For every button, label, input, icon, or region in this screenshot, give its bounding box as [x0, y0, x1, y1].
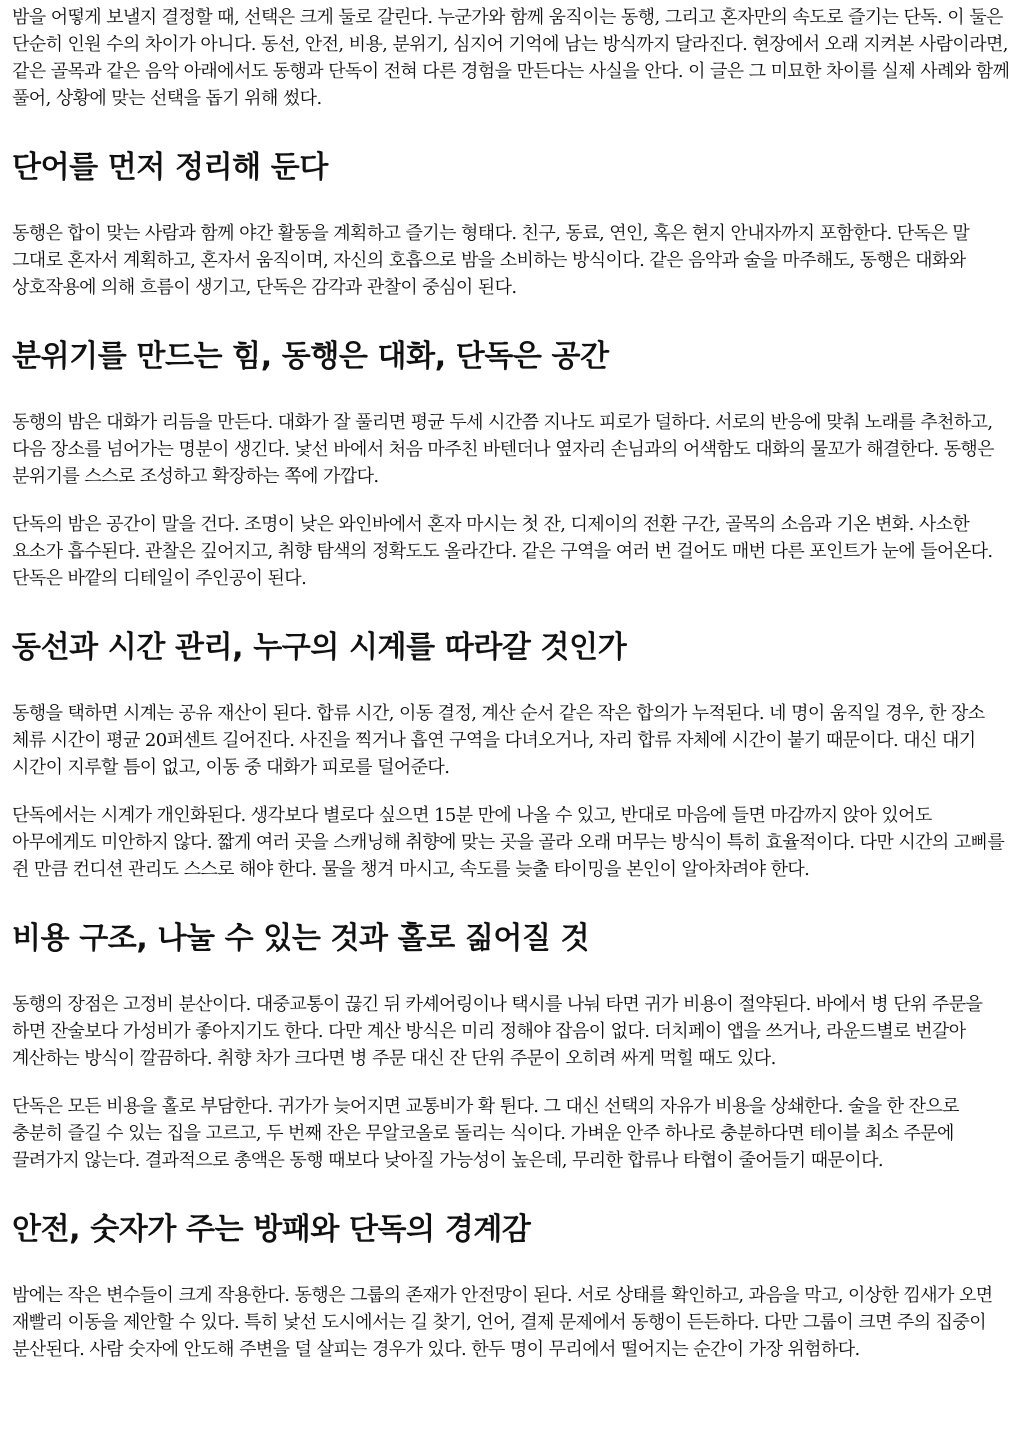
section-paragraph: 동행의 장점은 고정비 분산이다. 대중교통이 끊긴 뒤 카셰어링이나 택시를 나눠 타면 귀가 비용이 절약된다. 바에서 병 단위 주문을 하면 잔술보다 가성비가 좋아지기도 한다. 다만 계산 방식은 미리 정해야 잡음이 없다. 더치페이 앱을 쓰거나, 라운드별로 번갈아 계산하는 방식이 깔끔하다. 취향 차가 크다면 병 주문 대신 잔 단위 주문이 오히려 싸게 먹힐 때도 있다.: [12, 994, 983, 1069]
section-heading: 동선과 시간 관리, 누구의 시계를 따라갈 것인가: [12, 630, 627, 665]
section-terms: [12, 150, 1012, 301]
intro-paragraph: 밤을 어떻게 보낼지 결정할 때, 선택은 크게 둘로 갈린다. 누군가와 함께 움직이는 동행, 그리고 혼자만의 속도로 즐기는 단독. 이 둘은 단순히 인원 수의 차이가 아니다. 동선, 안전, 비용, 분위기, 심지어 기억에 남는 방식까지 달라진다. 현장에서 오래 지켜본 사람이라면, 같은 골목과 같은 음악 아래에서도 동행과 단독이 전혀 다른 경험을 만든다는 사실을 안다. 이 글은 그 미묘한 차이를 실제 사례와 함께 풀어, 상황에 맞는 선택을 돕기 위해 썼다.: [12, 7, 1010, 109]
section-atmosphere: [12, 339, 1012, 592]
section-heading: 분위기를 만드는 힘, 동행은 대화, 단독은 공간: [12, 339, 609, 374]
section-cost: [12, 921, 1012, 1174]
section-heading: 비용 구조, 나눌 수 있는 것과 홀로 짊어질 것: [12, 921, 590, 956]
section-time: [12, 630, 1012, 883]
section-safety: [12, 1212, 1012, 1363]
section-paragraph: 단독은 모든 비용을 홀로 부담한다. 귀가가 늦어지면 교통비가 확 튄다. 그 대신 선택의 자유가 비용을 상쇄한다. 술을 한 잔으로 충분히 즐길 수 있는 집을 고르고, 두 번째 잔은 무알코올로 돌리는 식이다. 가벼운 안주 하나로 충분하다면 테이블 최소 주문에 끌려가지 않는다. 결과적으로 총액은 동행 때보다 낮아질 가능성이 높은데, 무리한 합류나 타협이 줄어들기 때문이다.: [12, 1096, 959, 1171]
section-paragraph: 단독에서는 시계가 개인화된다. 생각보다 별로다 싶으면 15분 만에 나올 수 있고, 반대로 마음에 들면 마감까지 앉아 있어도 아무에게도 미안하지 않다. 짧게 여러 곳을 스캐닝해 취향에 맞는 곳을 골라 오래 머무는 방식이 특히 효율적이다. 다만 시간의 고삐를 쥔 만큼 컨디션 관리도 스스로 해야 한다. 물을 챙겨 마시고, 속도를 늦출 타이밍을 본인이 알아차려야 한다.: [12, 805, 1005, 880]
article: [12, 4, 1012, 1363]
section-paragraph: 동행의 밤은 대화가 리듬을 만든다. 대화가 잘 풀리면 평균 두세 시간쯤 지나도 피로가 덜하다. 서로의 반응에 맞춰 노래를 추천하고, 다음 장소를 넘어가는 명분이 생긴다. 낯선 바에서 처음 마주친 바텐더나 옆자리 손님과의 어색함도 대화의 물꼬가 해결한다. 동행은 분위기를 스스로 조성하고 확장하는 쪽에 가깝다.: [12, 412, 994, 487]
section-paragraph: 동행을 택하면 시계는 공유 재산이 된다. 합류 시간, 이동 결정, 계산 순서 같은 작은 합의가 누적된다. 네 명이 움직일 경우, 한 장소 체류 시간이 평균 20퍼센트 길어진다. 사진을 찍거나 흡연 구역을 다녀오거나, 자리 합류 자체에 시간이 붙기 때문이다. 대신 대기 시간이 지루할 틈이 없고, 이동 중 대화가 피로를 덜어준다.: [12, 703, 985, 778]
section-paragraph: 동행은 합이 맞는 사람과 함께 야간 활동을 계획하고 즐기는 형태다. 친구, 동료, 연인, 혹은 현지 안내자까지 포함한다. 단독은 말 그대로 혼자서 계획하고, 혼자서 움직이며, 자신의 호흡으로 밤을 소비하는 방식이다. 같은 음악과 술을 마주해도, 동행은 대화와 상호작용에 의해 흐름이 생기고, 단독은 감각과 관찰이 중심이 된다.: [12, 223, 970, 298]
section-heading: 단어를 먼저 정리해 둔다: [12, 150, 328, 185]
section-heading: 안전, 숫자가 주는 방패와 단독의 경계감: [12, 1212, 531, 1247]
section-paragraph: 단독의 밤은 공간이 말을 건다. 조명이 낮은 와인바에서 혼자 마시는 첫 잔, 디제이의 전환 구간, 골목의 소음과 기온 변화. 사소한 요소가 흡수된다. 관찰은 깊어지고, 취향 탐색의 정확도도 올라간다. 같은 구역을 여러 번 걸어도 매번 다른 포인트가 눈에 들어온다. 단독은 바깥의 디테일이 주인공이 된다.: [12, 514, 993, 589]
section-paragraph: 밤에는 작은 변수들이 크게 작용한다. 동행은 그룹의 존재가 안전망이 된다. 서로 상태를 확인하고, 과음을 막고, 이상한 낌새가 오면 재빨리 이동을 제안할 수 있다. 특히 낯선 도시에서는 길 찾기, 언어, 결제 문제에서 동행이 든든하다. 다만 그룹이 크면 주의 집중이 분산된다. 사람 숫자에 안도해 주변을 덜 살피는 경우가 있다. 한두 명이 무리에서 떨어지는 순간이 가장 위험하다.: [12, 1285, 993, 1360]
